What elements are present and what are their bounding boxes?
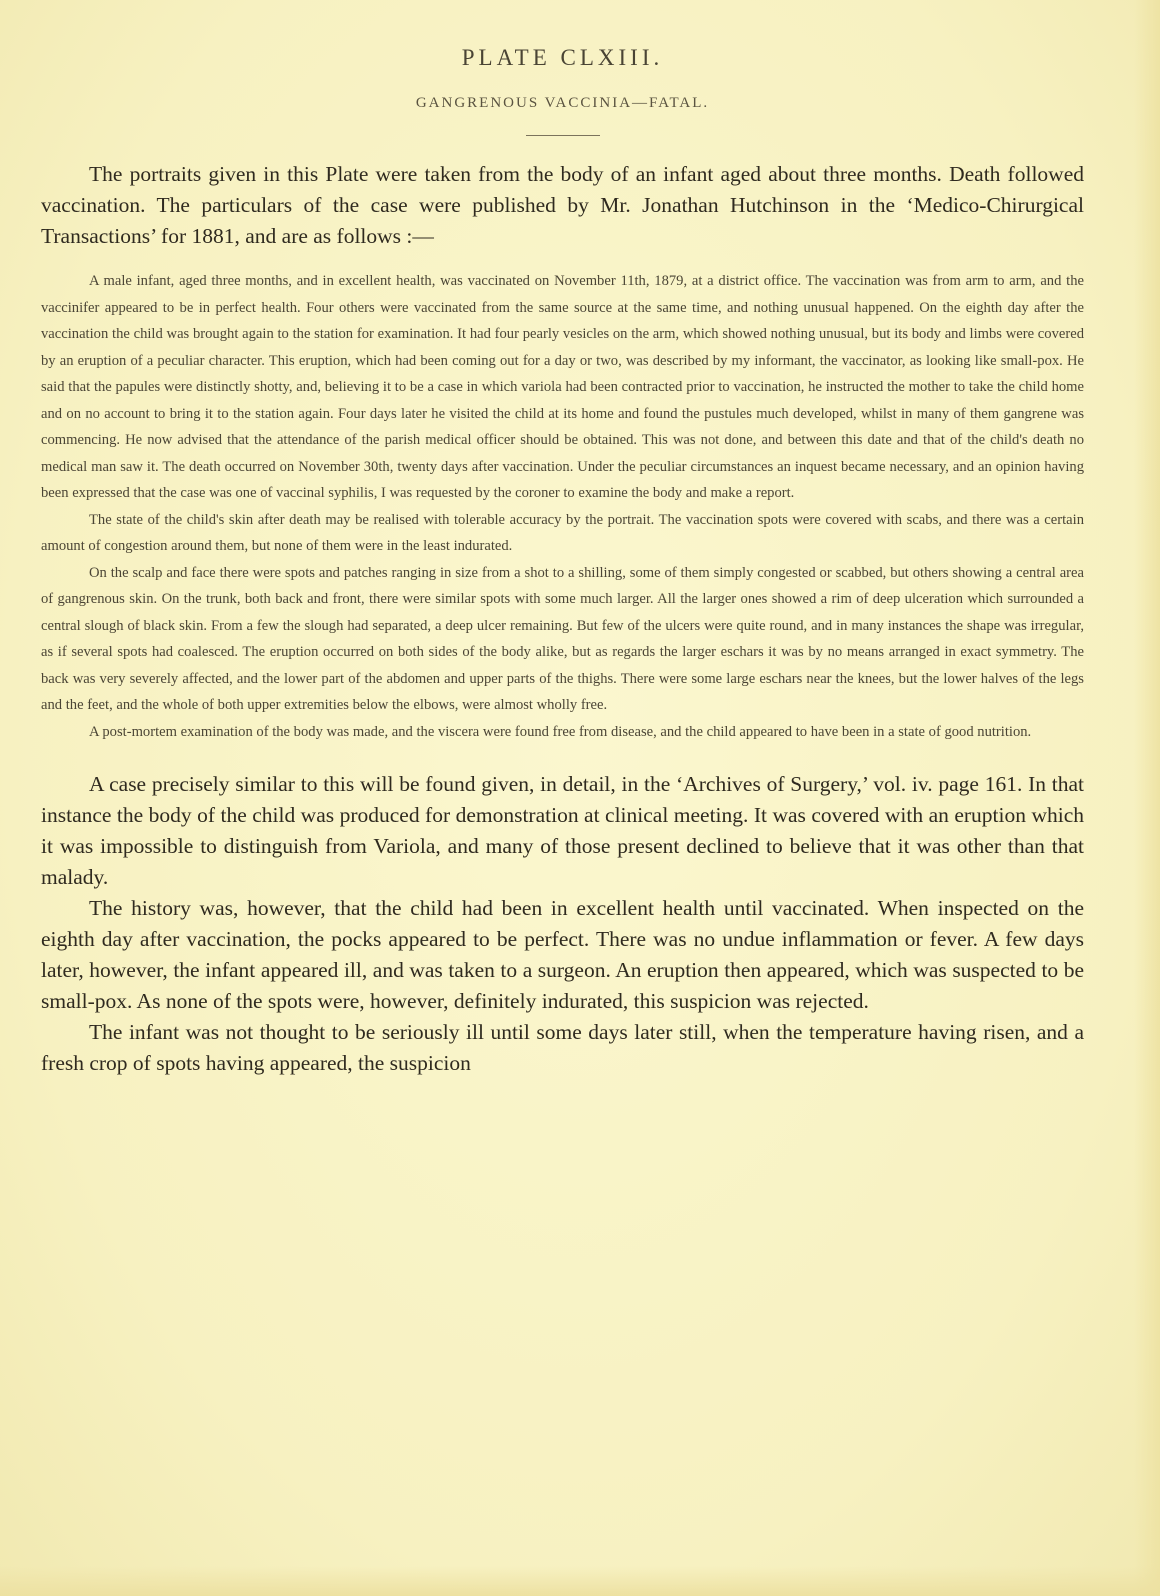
plate-title: PLATE CLXIII. <box>461 45 664 70</box>
intro-paragraph: The portraits given in this Plate were taken from the body of an infant aged about three months. Death followed vaccination. The particulars of the case were published by Mr. Jonathan Hutchinson in the ‘Medico-Chirurgical Transactions’ for 1881, and are as follows :— <box>41 162 1084 248</box>
body-paragraph: The infant was not thought to be seriously ill until some days later still, when the temperature having risen, and a fresh crop of spots having appeared, the suspicion <box>41 1020 1084 1075</box>
quoted-paragraph: A male infant, aged three months, and in excellent health, was vaccinated on November 11th, 1879, at a district office. The vaccination was from arm to arm, and the vaccinifer appeared to be in perfect health. Four others were vaccinated from the same source at the same time, and nothing unusual happened. On the eighth day after the vaccination the child was brought again to the station for examination. It had four pearly vesicles on the arm, which showed nothing unusual, but its body and limbs were covered by an eruption of a peculiar character. This eruption, which had been coming out for a day or two, was described by my informant, the vaccinator, as looking like small-pox. He said that the papules were distinctly shotty, and, believing it to be a case in which variola had been contracted prior to vaccination, he instructed the mother to take the child home and on no account to bring it to the station again. Four days later he visited the child at its home and found the pustules much developed, whilst in many of them gangrene was commencing. He now advised that the attendance of the parish medical officer should be obtained. This was not done, and between this date and that of the child's death no medical man saw it. The death occurred on November 30th, twenty days after vaccination. Under the peculiar circumstances an inquest became necessary, and an opinion having been expressed that the case was one of vaccinal syphilis, I was requested by the coroner to examine the body and make a report. <box>41 273 1084 501</box>
quoted-paragraph: The state of the child's skin after death may be realised with tolerable accuracy by the portrait. The vaccination spots were covered with scabs, and there was a certain amount of congestion around them, but none of them were in the least indurated. <box>41 511 1084 554</box>
body-paragraph: The history was, however, that the child had been in excellent health until vaccinated. When inspected on the eighth day after vaccination, the pocks appeared to be perfect. There was no undue inflammation or fever. A few days later, however, the infant appeared ill, and was taken to a surgeon. An eruption then appeared, which was suspected to be small-pox. As none of the spots were, however, definitely indurated, this suspicion was rejected. <box>41 896 1084 1013</box>
quoted-paragraph: A post-mortem examination of the body was made, and the viscera were found free from disease, and the child appeared to have been in a state of good nutrition. <box>89 723 1032 740</box>
body-paragraph: A case precisely similar to this will be found given, in detail, in the ‘Archives of Surgery,’ vol. iv. page 161. In that instance the body of the child was produced for demonstration at clinical meeting. It was covered with an eruption which it was impossible to distinguish from Variola, and many of those present declined to believe that it was other than that malady. <box>41 772 1084 889</box>
quoted-paragraph: On the scalp and face there were spots and patches ranging in size from a shot to a shilling, some of them simply congested or scabbed, but others showing a central area of gangrenous skin. On the trunk, both back and front, there were similar spots with some much larger. All the larger ones showed a rim of deep ulceration which surrounded a central slough of black skin. From a few the slough had separated, a deep ulcer remaining. But few of the ulcers were quite round, and in many instances the shape was irregular, as if several spots had coalesced. The eruption occurred on both sides of the body alike, but as regards the larger eschars it was by no means arranged in exact symmetry. The back was very severely affected, and the lower part of the abdomen and upper parts of the thighs. There were some large eschars near the knees, but the lower halves of the legs and the feet, and the whole of both upper extremities below the elbows, were almost wholly free. <box>41 564 1084 713</box>
page-edge-shadow-bottom <box>0 1566 1160 1596</box>
title-divider <box>526 135 600 136</box>
quoted-case-block <box>41 268 1084 745</box>
page-content <box>41 40 1084 1079</box>
page-edge-shadow-right <box>1134 0 1160 1596</box>
plate-subtitle: GANGRENOUS VACCINIA—FATAL. <box>415 95 710 111</box>
